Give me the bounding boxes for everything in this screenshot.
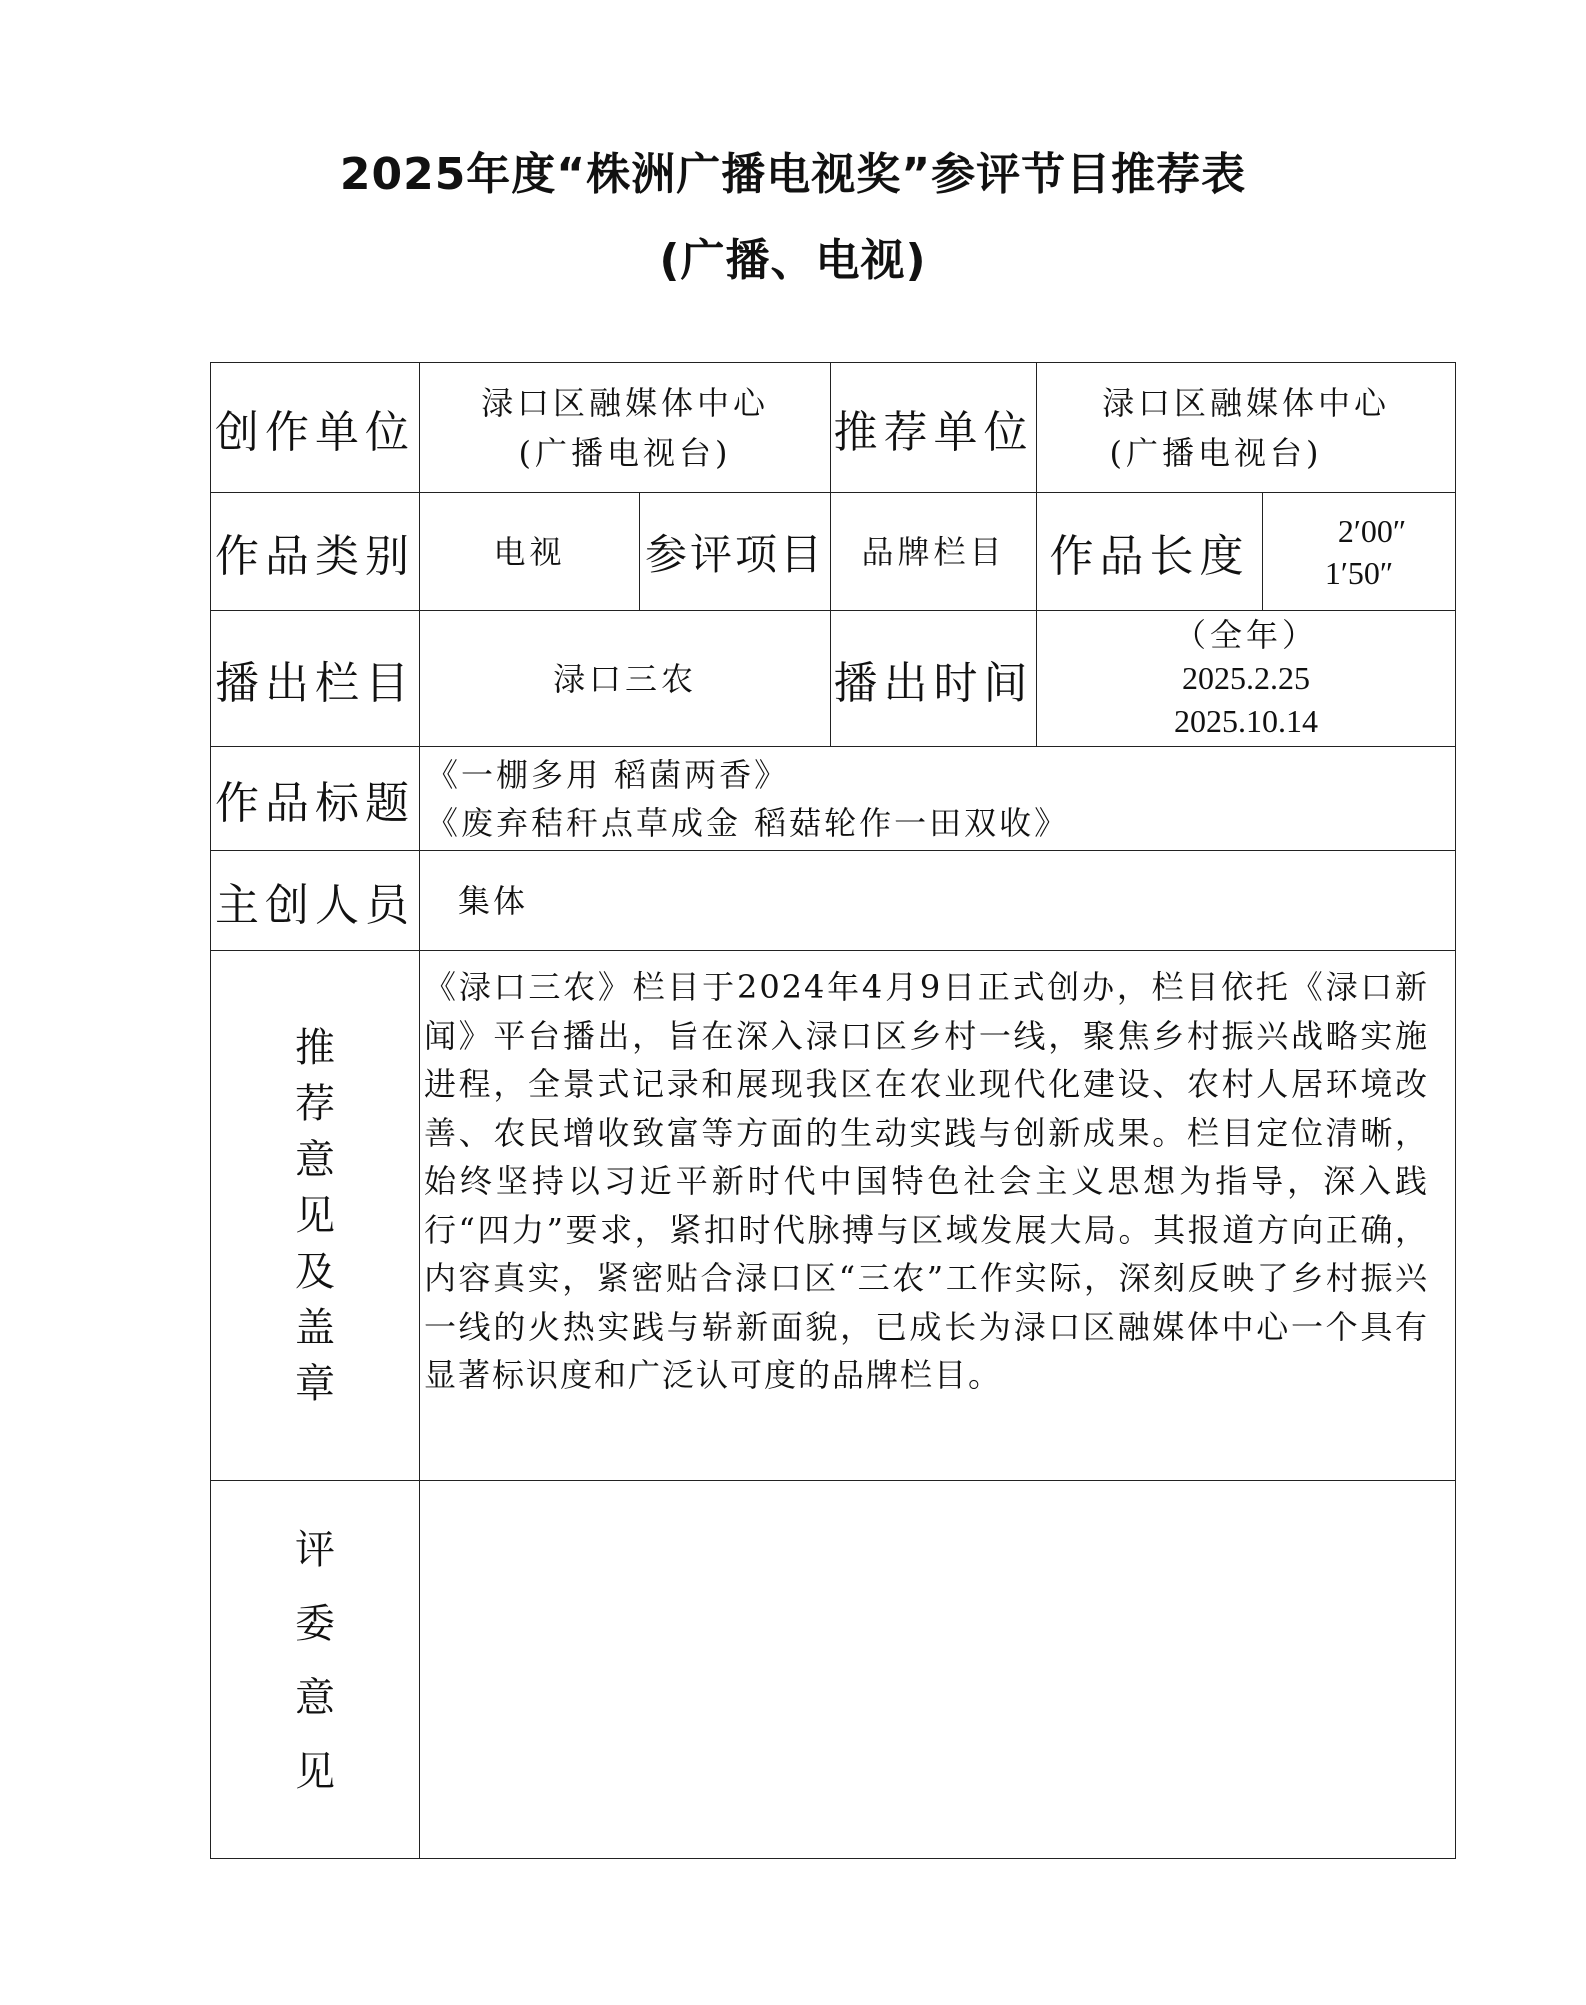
judges-label xyxy=(211,1481,420,1859)
entry-item-value: 品牌栏目 xyxy=(831,493,1037,611)
row-work-title xyxy=(211,747,1456,851)
row-judges xyxy=(211,1481,1456,1859)
air-time-value xyxy=(1037,611,1456,747)
recommendation-label-char: 章 xyxy=(295,1360,335,1407)
creation-unit-line: 渌口区融媒体中心 xyxy=(481,383,770,422)
recommendation-label-char: 及 xyxy=(295,1248,335,1295)
air-time-label: 播出时间 xyxy=(831,611,1037,747)
recommend-unit-label: 推荐单位 xyxy=(831,363,1037,493)
judges-label-char: 见 xyxy=(295,1748,335,1795)
judges-label-char: 委 xyxy=(295,1600,335,1647)
creators-value: 集体 xyxy=(420,851,1456,951)
category-label: 作品类别 xyxy=(211,493,420,611)
recommend-unit-line: (广播电视台) xyxy=(1109,433,1323,472)
air-time-line: 2025.10.14 xyxy=(1174,703,1319,739)
length-line: 1′50″ xyxy=(1324,554,1394,591)
recommendation-form-table xyxy=(210,362,1456,1859)
recommendation-label-char: 推 xyxy=(295,1024,335,1071)
work-title-value xyxy=(420,747,1456,851)
recommendation-label-char: 意 xyxy=(295,1136,335,1183)
air-time-line: 2025.2.25 xyxy=(1182,660,1311,696)
work-title-label: 作品标题 xyxy=(211,747,420,851)
length-value xyxy=(1263,493,1456,611)
judges-label-char: 意 xyxy=(295,1674,335,1721)
judges-label-char: 评 xyxy=(295,1526,335,1573)
recommend-unit-value xyxy=(1037,363,1456,493)
document-title: 2025年度“株洲广播电视奖”参评节目推荐表 xyxy=(339,149,1247,200)
length-line: 2′00″ xyxy=(1337,512,1407,549)
document-subtitle: (广播、电视) xyxy=(659,235,927,286)
row-units xyxy=(211,363,1456,493)
row-recommendation xyxy=(211,951,1456,1481)
recommendation-label-char: 荐 xyxy=(295,1080,335,1127)
creation-unit-value xyxy=(420,363,831,493)
work-title-line: 《废弃秸秆点草成金 稻菇轮作一田双收》 xyxy=(426,803,1070,842)
air-time-line: （全年） xyxy=(1174,616,1319,654)
entry-item-label: 参评项目 xyxy=(640,493,831,611)
judges-opinion-field[interactable] xyxy=(420,1481,1456,1859)
creation-unit-label: 创作单位 xyxy=(211,363,420,493)
length-label: 作品长度 xyxy=(1037,493,1263,611)
program-value: 渌口三农 xyxy=(420,611,831,747)
creators-label: 主创人员 xyxy=(211,851,420,951)
row-category xyxy=(211,493,1456,611)
work-title-line: 《一棚多用 稻菌两香》 xyxy=(426,755,790,794)
row-program xyxy=(211,611,1456,747)
category-value: 电视 xyxy=(420,493,640,611)
recommendation-label-char: 盖 xyxy=(295,1304,335,1351)
recommendation-label xyxy=(211,951,420,1481)
row-creators xyxy=(211,851,1456,951)
creation-unit-line: (广播电视台) xyxy=(518,433,732,472)
recommendation-label-char: 见 xyxy=(295,1192,335,1239)
recommend-unit-line: 渌口区融媒体中心 xyxy=(1102,383,1391,422)
recommendation-text: 《渌口三农》栏目于2024年4月9日正式创办，栏目依托《渌口新闻》平台播出，旨在深入渌口区乡村一线，聚焦乡村振兴战略实施进程，全景式记录和展现我区在农业现代化建设、农村人居环境改善、农民增收致富等方面的生动实践与创新成果。栏目定位清晰，始终坚持以习近平新时代中国特色社会主义思想为指导，深入践行“四力”要求，紧扣时代脉搏与区域发展大局。其报道方向正确，内容真实，紧密贴合渌口区“三农”工作实际，深刻反映了乡村振兴一线的火热实践与崭新面貌，已成长为渌口区融媒体中心一个具有显著标识度和广泛认可度的品牌栏目。 xyxy=(420,951,1456,1481)
program-label: 播出栏目 xyxy=(211,611,420,747)
